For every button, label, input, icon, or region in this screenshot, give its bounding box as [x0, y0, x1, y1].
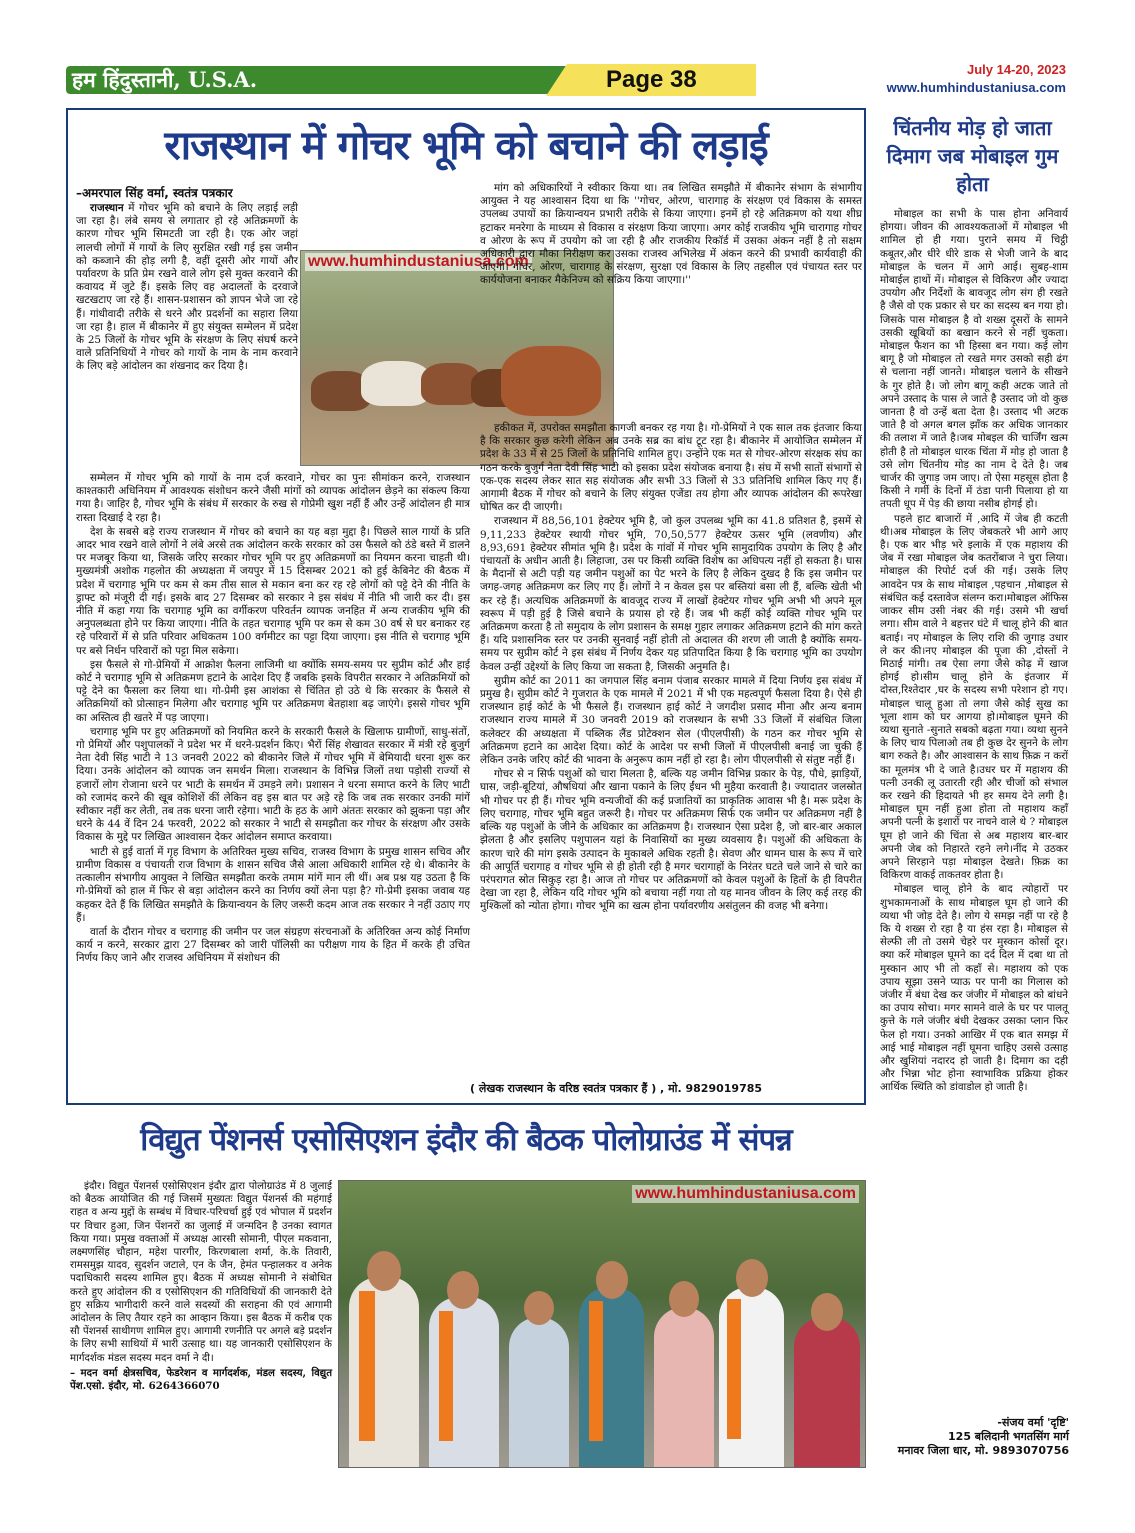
mobile-text — [880, 208, 1068, 1328]
photo-watermark: www.humhindustaniusa.com — [305, 253, 532, 271]
person-shape — [509, 1317, 569, 1467]
saffron-scarf — [359, 1291, 375, 1441]
article-signature: – मदन वर्मा क्षेत्रसचिव, फेडरेशन व मार्गदर्शक, मंडल सदस्य, विद्युत पेंश.एसो. इंदौर, मो. 6264366070 — [70, 1366, 332, 1393]
article-mobile — [876, 108, 1069, 1398]
article-para: गोचर से न सिर्फ पशुओं को चारा मिलता है, बल्कि यह जमीन विभिन्न प्रकार के पेड़, पौधे, झाड़ियों, घास, जड़ी-बूटियां, औषधियां और खाना पकाने के लिए ईंधन भी मुहैया करवाती है। ज्यादातर जलस्रोत भी गोचर पर ही हैं। गोचर भूमि वन्यजीवों की कई प्रजातियों का प्राकृतिक आवास भी है। मरू प्रदेश के लिए चरागाह, गोचर भूमि बहुत जरूरी है। गोचर पर अतिक्रमण सिर्फ एक जमीन पर अतिक्रमण नहीं है बल्कि यह पशुओं के जीने के अधिकार का अतिक्रमण है। राजस्थान ऐसा प्रदेश है, जो बार-बार अकाल झेलता है और इसलिए पशुपालन यहां के निवासियों का मुख्य व्यवसाय है। पशुओं की अधिकता के कारण चारे की मांग इसके उत्पादन के मुकाबले अधिक रहती है। सेवण और धामन घास के रूप में चारे की आपूर्ति चरागाह व गोचर भूमि से ही होती रही है मगर चरागाहों के निरंतर घटते चले जाने से चारे का परंपरागत स्रोत सिकुड़ रहा है। आज तो गोचर पर अतिक्रमणों को केवल पशुओं के हितों के ही विपरीत देखा जा रहा है, लेकिन यदि गोचर भूमि को बचाया नहीं गया तो यह मानव जीवन के लिए कई तरह की मुश्किलों को न्योता होगा। गोचर भूमि का खत्म होना पर्यावरणीय असंतुलन की वजह भी बनेगा। — [480, 768, 862, 913]
signature-name: -संजय वर्मा 'दृष्टि' — [997, 1416, 1069, 1429]
signature-contact: मनावर जिला धार, मो. 9893070756 — [897, 1444, 1069, 1457]
article-para: मांग को अधिकारियों ने स्वीकार किया था। तब लिखित समझौते में बीकानेर संभाग के संभागीय आयुक्त ने यह आश्वासन दिया था कि ''गोचर, ओरण, चारागाह के संरक्षण एवं विकास के समस्त उपलब्ध उपायों का क्रियान्वयन प्रभारी तरीके से किया जाएगा। इनमें हो रहे अतिक्रमण को यथा शीघ्र हटाकर मनरेगा के माध्यम से विकास व संरक्षण किया जाएगा। अगर कोई राजकीय भूमि चारागाह गोचर व ओरण के रूप में उपयोग को जा रही है और राजकीय रिकॉर्ड में उसका अंकन नहीं है तो सक्षम अधिकारी द्वारा मौका निरीक्षण कर उसका राजस्व अभिलेख में अंकन करने की प्रभावी कार्यवाही की जाएगी। गोचर, ओरण, चारागाह के संरक्षण, सुरक्षा एवं विकास के लिए तहसील एवं पंचायत स्तर पर कार्ययोजना बनाकर मैकेनिज्म को सक्रिय किया जाएगा।'' — [480, 182, 862, 287]
person-head — [524, 1291, 554, 1325]
person-head — [596, 1261, 628, 1299]
person-head — [367, 1251, 401, 1291]
mobile-headline: चिंतनीय मोड़ हो जाता दिमाग जब मोबाइल गुम होता — [886, 116, 1059, 196]
paper-name: हम हिंदुस्तानी, U.S.A. — [66, 66, 566, 94]
pensioners-text — [70, 1180, 332, 1470]
article-para: मोबाइल चालू होने के बाद त्योहारों पर शुभकामनाओं के साथ मोबाइल घूम हो जाने की व्यथा भी जोड़ देते है। लोग ये समझ नहीं पा रहे है कि ये शख्स रो रहा है या हंस रहा है। मोबाइल से सेल्फी ली तो उसमे चेहरे पर मुस्कान कोसों दूर। क्या करें मोबाइल घूमने का दर्द दिल में दबा था तो मुस्कान आए भी तो कहाँ से। महाशय को एक उपाय सूझा उसने प्याऊ पर पानी का गिलास को जंजीर में बंधा देख कर जंजीर में मोबाइल को बांधने का उपाय सोचा। मगर सामने वाले के घर पर पालतू कुत्ते के गले जंजीर बंधी देखकर उसका प्लान फिर फेल हो गया। उनको आखिर में एक बात समझ में आई भाई मोबाइल नहीं घूमना चाहिए उससे उत्साह और खुशियां नदारद हो जाती है। दिमाग का दही और भिन्ना भोट होना स्वाभाविक प्रक्रिया होकर आर्थिक स्थिति को डांवाडोल हो जाती है। — [880, 883, 1068, 1094]
pensioners-photo — [338, 1180, 866, 1468]
article-para: राजस्थान में गोचर भूमि को बचाने के लिए लड़ाई लड़ी जा रहा है। लंबे समय से लगातार हो रहे अतिक्रमणों के कारण गोचर भूमि सिमटती जा रही है। एक ओर जहां लालची लोगों में गायों के लिए सुरक्षित रखी गई इस जमीन को कब्जाने की होड़ लगी है, वहीं दूसरी ओर गायों और पर्यावरण के प्रति प्रेम रखने वाले लोग इसे मुक्त करवाने की कवायद में जुटे हैं। इसके लिए वह अदालतों के दरवाजे खटखटाए जा रहे हैं। शासन-प्रशासन को ज्ञापन भेजे जा रहे हैं। गांधीवादी तरीके से धरने और प्रदर्शनों का सहारा लिया जा रहा है। हाल में बीकानेर में हुए संयुक्त सम्मेलन में प्रदेश के 25 जिलों के गोचर भूमि के संरक्षण के लिए संघर्ष करने वाले प्रतिनिधियों ने गोचर को गायों के नाम के नाम करवाने के लिए बड़े आंदोलन का शंखनाद कर दिया है। — [76, 202, 298, 373]
article-col-left-top — [76, 202, 298, 472]
site-url[interactable]: www.humhindustaniusa.com — [886, 80, 1066, 95]
article-col-left — [76, 472, 470, 1102]
person-head — [669, 1281, 699, 1317]
article-para: भाटी से हुई वार्ता में गृह विभाग के अतिरिक्त मुख्य सचिव, राजस्व विभाग के प्रमुख शासन सचिव और ग्रामीण विकास व पंचायती राज विभाग के शासन सचिव जैसे आला अधिकारी शामिल रहे थे। बीकानेर के तत्कालीन संभागीय आयुक्त ने लिखित समझौता करके तमाम मांगें मान ली थीं। अब प्रश्न यह उठता है कि गो-प्रेमियों को हाल में फिर से बड़ा आंदोलन करने का निर्णय क्यों लेना पड़ा है? गो-प्रेमी इसका जवाब यह कहकर देते हैं कि लिखित समझौते के क्रियान्वयन के लिए जरूरी कदम आज तक सरकार ने नहीं उठाए गए हैं। — [76, 845, 470, 924]
article-para: मोबाइल का सभी के पास होना अनिवार्य होगया। जीवन की आवश्यकताओं में मोबाइल भी शामिल हो ही गया। पुराने समय में चिट्ठी कबूतर,और धीरे धीरे डाक से भेजी जाने के बाद मोबाइल के चलन में आगे आई। सुबह-शाम मोबाईल हाथों में। मोबाइल से विकिरण और ज्यादा उपयोग और निर्देशों के बावजूद लोग संग ही रखते है जैसे वो एक प्रकार से घर का सदस्य बन गया हो। जिसके पास मोबाइल है वो शख्स दूसरों के सामने उसकी खूबियों का बखान करने से नहीं चुकता।मोबाइल फैशन का भी हिस्सा बन गया। कई लोग बागू है जो मोबाइल तो रखते मगर उसको सही ढंग से चलाना नहीं जानते। मोबाइल चलाने के सीखने के गुर होते है। जो लोग बागू कही अटक जाते तो अपने उस्ताद के पास ले जाते है उस्ताद जो वो कुछ जानता है वो उन्हें बता देता है। उस्ताद भी अटक जाते है वो अगल बगल झाँक कर अधिक जानकार की तलाश में जाते है।जब मोबइल की चार्जिंग खत्म होती है तो मोबाइल धारक चिंता में मोड़ हो जाता है उसे लोग चिंतनीय मोड़ का नाम दे देते है। जब चार्जर की जुगाड़ जम जाए। तो ऐसा महसूस होता है किसी ने गर्मी के दिनों में ठंडा पानी पिलाया हो या तपती धूप में पेड़ की छाया नसीब होगई हो। — [880, 208, 1068, 511]
person-shape — [794, 1317, 860, 1467]
saffron-scarf — [439, 1311, 453, 1441]
article-para: सुप्रीम कोर्ट का 2011 का जगपाल सिंह बनाम पंजाब सरकार मामले में दिया निर्णय इस संबंध में प्रमुख है। सुप्रीम कोर्ट ने गुजरात के एक मामले में 2021 में भी एक महत्वपूर्ण फैसला दिया है। ऐसे ही राजस्थान हाई कोर्ट के भी फैसले हैं। राजस्थान हाई कोर्ट ने जगदीश प्रसाद मीना और अन्य बनाम राजस्थान राज्य मामले में 30 जनवरी 2019 को राजस्थान के सभी 33 जिलों में संबंधित जिला कलेक्टर की अध्यक्षता में पब्लिक लैंड प्रोटेक्शन सेल (पीएलपीसी) के गठन कर गोचर भूमि से अतिक्रमण हटाने का आदेश दिया। कोर्ट के आदेश पर सभी जिलों में पीएलपीसी बनाई जा चुकी हैं लेकिन उनके जरिए कोर्ट की भावना के अनुरूप काम नहीं हो रहा है। लोग पीएलपीसी से संतुष्ट नहीं हैं। — [480, 674, 862, 767]
article-para: राजस्थान में 88,56,101 हेक्टेयर भूमि है, जो कुल उपलब्ध भूमि का 41.8 प्रतिशत है, इसमें से 9,11,233 हेक्टेयर स्थायी गोचर भूमि, 70,50,577 हेक्टेयर ऊसर भूमि (लवणीय) और 8,93,691 हेक्टेयर सीमांत भूमि है। प्रदेश के गांवों में गोचर भूमि सामुदायिक उपयोग के लिए है और पंचायतों के अधीन आती है। लिहाजा, उस पर किसी व्यक्ति विशेष का अधिपत्य नहीं हो सकता है। घास के मैदानों से अटी पड़ी यह जमीन पशुओं का पेट भरने के लिए है लेकिन दुखद है कि इस जमीन पर जगह-जगह अतिक्रमण कर लिए गए हैं। लोगों ने न केवल इस पर बस्तियां बसा ली हैं, बल्कि खेती भी कर रहे हैं। अत्यधिक अतिक्रमणों के बावजूद राज्य में लाखों हेक्टेयर गोचर भूमि अभी भी अपने मूल स्वरूप में पड़ी हुई है जिसे बचाने के प्रयास हो रहे हैं। जब भी कहीं कोई व्यक्ति गोचर भूमि पर अतिक्रमण करता है तो समुदाय के लोग प्रशासन के समक्ष गुहार लगाकर अतिक्रमण हटाने की मांग करते हैं। यदि प्रशासनिक स्तर पर उनकी सुनवाई नहीं होती तो अदालत की शरण ली जाती है क्योंकि समय-समय पर सुप्रीम कोर्ट ने इस संबंध में निर्णय देकर यह प्रतिपादित किया है कि चरागाह भूमि का उपयोग केवल उन्हीं उद्देश्यों के लिए किया जा सकता है, जिसकी अनुमति है। — [480, 515, 862, 673]
person-head — [736, 1259, 768, 1297]
photo-watermark: www.humhindustaniusa.com — [632, 1185, 859, 1203]
person-shape — [654, 1307, 714, 1467]
article-para: हकीकत में, उपरोक्त समझौता कागजी बनकर रह गया है। गो-प्रेमियों ने एक साल तक इंतजार किया है कि सरकार कुछ करेगी लेकिन अब उनके सब्र का बांध टूट रहा है। बीकानेर में आयोजित सम्मेलन में प्रदेश के 33 में से 25 जिलों के प्रतिनिधि शामिल हुए। उन्होंने एक मत से गोचर-ओरण संरक्षक संघ का गठन करके बुजुर्ग नेता देवी सिंह भाटी को इसका प्रदेश संयोजक बनाया है। संघ में सभी सातों संभागों से एक-एक सदस्य लेकर सात सह संयोजक और सभी 33 जिलों से 33 प्रतिनिधि शामिल किए गए हैं। आगामी बैठक में गोचर को बचाने के लिए संयुक्त एजेंडा तय होगा और व्यापक आंदोलन की रूपरेखा घोषित कर दी जाएगी। — [480, 422, 862, 514]
article-col-right-beside — [620, 266, 862, 422]
article-headline: राजस्थान में गोचर भूमि को बचाने की लड़ाई — [164, 123, 768, 169]
author-credit: ( लेखक राजस्थान के वरिष्ठ स्वतंत्र पत्रकार हैं ) , मो. 9829019785 — [470, 1082, 763, 1095]
pensioners-headline: विद्युत पेंशनर्स एसोसिएशन इंदौर की बैठक पोलोग्राउंड में संपन्न — [140, 1122, 792, 1158]
issue-date: July 14-20, 2023 — [966, 62, 1066, 77]
article-para: इस फैसले से गो-प्रेमियों में आक्रोश फैलना लाजिमी था क्योंकि समय-समय पर सुप्रीम कोर्ट और हाई कोर्ट ने चरागाह भूमि से अतिक्रमण हटाने के आदेश दिए हैं जबकि इसके विपरीत सरकार ने अतिक्रमियों को पट्टे देने का फैसला कर लिया था। गो-प्रेमी इस आशंका से चिंतित हो उठे थे कि सरकार के फैसले से अतिक्रमियों को प्रोत्साहन मिलेगा और चरागाह भूमि पर अतिक्रमण बेतहाशा बढ़ जाएंगे। इससे गोचर भूमि का अस्तित्व ही खतरे में पड़ जाएगा। — [76, 658, 470, 724]
article-para: चरागाह भूमि पर हुए अतिक्रमणों को नियमित करने के सरकारी फैसले के खिलाफ ग्रामीणों, साधु-संतों, गो प्रेमियों और पशुपालकों ने प्रदेश भर में धरने-प्रदर्शन किए। भैरों सिंह शेखावत सरकार में मंत्री रहे बुजुर्ग नेता देवी सिंह भाटी ने 13 जनवरी 2022 को बीकानेर जिले में गोचर भूमि में बेमियादी धरना शुरू कर दिया। उनके आंदोलन को व्यापक जन समर्थन मिला। राजस्थान के विभिन्न जिलों तथा पड़ोसी राज्यों से हजारों लोग रोजाना धरने पर भाटी के समर्थन में उमड़ने लगे। प्रशासन ने धरना समाप्त करने के लिए भाटी को रजामंद करने की खूब कोशिशें कीं लेकिन वह इस बात पर अड़े रहे कि जब तक सरकार उनकी मांगें स्वीकार नहीं कर लेती, तब तक धरना जारी रहेगा। भाटी के हठ के आगे अंततः सरकार को झुकना पड़ा और धरने के 44 वें दिन 24 फरवरी, 2022 को सरकार ने भाटी से समझौता कर गोचर के संरक्षण और उसके विकास के मुद्दे पर लिखित आश्वासन देकर आंदोलन समाप्त करवाया। — [76, 725, 471, 844]
masthead — [66, 62, 1070, 98]
article-byline: –अमरपाल सिंह वर्मा, स्वतंत्र पत्रकार — [76, 186, 233, 200]
signature-address: 125 बलिदानी भगतसिंग मार्ग — [948, 1430, 1069, 1443]
cow-shape — [501, 346, 601, 416]
person-head — [447, 1271, 479, 1309]
article-col-right-top — [480, 182, 862, 287]
saffron-scarf — [727, 1299, 741, 1439]
article-para: सम्मेलन में गोचर भूमि को गायों के नाम दर्ज करवाने, गोचर का पुनः सीमांकन करने, राजस्थान काश्तकारी अधिनियम में आवश्यक संशोधन करने जैसी मांगों को व्यापक आंदोलन छेड़ने का संकल्प किया गया है। जाहिर है, गोचर भूमि के संबंध में सरकार के रुख से गोप्रेमी खुश नहीं हैं और उन्हें आंदोलन ही मात्र रास्ता दिखाई दे रहा है। — [76, 472, 470, 524]
article-para: देश के सबसे बड़े राज्य राजस्थान में गोचर को बचाने का यह बड़ा मुद्दा है। पिछले साल गायों के प्रति आदर भाव रखने वाले लोगों ने लंबे अरसे तक आंदोलन करके सरकार को उस फैसले को ठंडे बस्ते में डालने पर मजबूर किया था, जिसके जरिए सरकार गोचर भूमि पर हुए अतिक्रमणों का नियमन करना चाहती थी। मुख्यमंत्री अशोक गहलोत की अध्यक्षता में जयपुर में 15 दिसम्बर 2021 को हुई केबिनेट की बैठक में प्रदेश में चरागाह भूमि पर कम से कम तीस साल से मकान बना कर रह रहे लोगों को पट्टे देने की नीति के ड्राफ्ट को मंजूरी दी गई। इसके बाद 27 दिसम्बर को सरकार ने इस संबंध में नीति भी जारी कर दी। इस नीति में कहा गया कि चरागाह भूमि का वर्गीकरण परिवर्तन व्यापक जनहित में अन्य राजकीय भूमि की अनुपलब्धता होने पर किया जाएगा। नीति के तहत चरागाह भूमि पर कम से कम 30 वर्ष से घर बनाकर रह रहे परिवारों में से प्रति परिवार अधिकतम 100 वर्गमीटर का पट्टा दिया जाएगा। इस नीति से चरागाह भूमि पर बसे निर्धन परिवारों को पट्टा मिल सकेगा। — [76, 525, 470, 657]
article-para: वार्ता के दौरान गोचर व चरागाह की जमीन पर जल संग्रहण संरचनाओं के अतिरिक्त अन्य कोई निर्माण कार्य न करने, सरकार द्वारा 27 दिसम्बर को जारी पॉलिसी का परीक्षण गाय के हित में करके ही उचित निर्णय किए जाने और राजस्व अधिनियम में संशोधन की — [76, 925, 470, 965]
mobile-signature — [876, 1416, 1069, 1458]
article-para: पहले हाट बाजारों में ,आदि में जेब ही कटती थी।अब मोबाइल के लिए जेबकतरे भी आगे आए है। एक बार भीड़ भरे इलाके में एक महाशय की जेब में रखा मोबाइल जेब कतरोंबाज ने चुरा लिया। मोबाइल की रिपोर्ट दर्ज की गई। उसके लिए आवदेन पत्र के साथ मोबाइल ,पहचान ,मोबाइल से संबंधित कई दस्तावेज संलग्न करा।मोबाइल ऑफिस जाकर सीम उसी नंबर की गई। उसमे भी खर्चा लगा। सीम वाले ने बहत्तर घंटे में चालू होने की बात बताई। नए मोबाइल के लिए राशि की जुगाड़ उधार ले कर की।नए मोबाइल की पूजा की ,दोस्तों ने मिठाई मांगी। तब ऐसा लगा जैसे कोढ़ में खाज होगई हो।सीम चालू होने के इंतजार में दोस्त,रिश्तेदार ,घर के सदस्य सभी परेशान हो गए। मोबाइल चालू हुआ तो लगा जैसे कोई सुख का भूला शाम को घर आगया हो।मोबाइल घूमने की व्यथा सुनाते -सुनाते सबको बढ़ता गया। व्यथा सुनने के लिए चाय पिलाओ तब ही कुछ देर सुनने के लोग बाग रुकते है। और आश्वासन के साथ फ़िक्र न करों का मूलमंत्र भी दे जाते है।उधर घर में महाशय की पत्नी उनकी लू उतारती रही और चीजों को संभाल कर रखने की हिदायते भी हर समय देने लगी है। मोबाइल घूम नहीं हुआ होता तो महाशय कहाँ अपनी पत्नी के इशारों पर नाचने वाले थे ? मोबाइल घूम हो जाने की चिंता से अब महाशय बार-बार अपनी जेब को निहारते रहने लगे।नींद मे उठकर अपने सिरहाने पड़ा मोबाइल देखते। फ़िक्र का विकिरण वाकई ताकतवर होता है। — [880, 512, 1068, 882]
article-gochar — [66, 108, 866, 1105]
article-col-right — [480, 422, 862, 1074]
saffron-scarf — [589, 1301, 603, 1441]
person-head — [811, 1293, 843, 1331]
article-para: इंदौर। विद्युत पेंशनर्स एसोसिएशन इंदौर द्वारा पोलोग्राउंड में 8 जुलाई को बैठक आयोजित की गई जिसमें मुख्यतः विद्युत पेंशनर्स की महंगाई राहत व अन्य मुद्दों के सम्बंध में विचार-परिचर्चा हुई एवं भोपाल में प्रदर्शन पर विचार हुआ, जिन पेंशनरों का जुलाई में जन्मदिन है उनका स्वागत किया गया। प्रमुख वक्ताओं में अध्यक्ष आरसी सोमानी, पीएल मकवाना, लक्ष्मणसिंह चौहान, महेश पारगीर, किरणबाला शर्मा, के.के तिवारी, रामसमुझ यादव, सुदर्शन जटाले, एन के जैन, हेमंत पन्हालकर व अनेक पदाधिकारी सदस्य शामिल हुए। बैठक में अध्यक्ष सोमानी ने संबोधित करते हुए आंदोलन की व एसोसिएशन की गतिविधियों की जानकारी देते हुए सक्रिय भागीदारी करने वाले सदस्यों की सराहना की एवं आगामी आंदोलन के लिए तैयार रहने का आव्हान किया। इस बैठक में करीब एक सौ पेंशनर्स साथीगण शामिल हुए। आगामी रणनीति पर अगले बड़े प्रदर्शन के लिए सभी साथियों में भारी उत्साह था। यह जानकारी एसोसिएशन के मार्गदर्शक मंडल सदस्य मदन वर्मा ने दी। — [70, 1181, 332, 1364]
page-number: Page 38 — [606, 66, 697, 93]
